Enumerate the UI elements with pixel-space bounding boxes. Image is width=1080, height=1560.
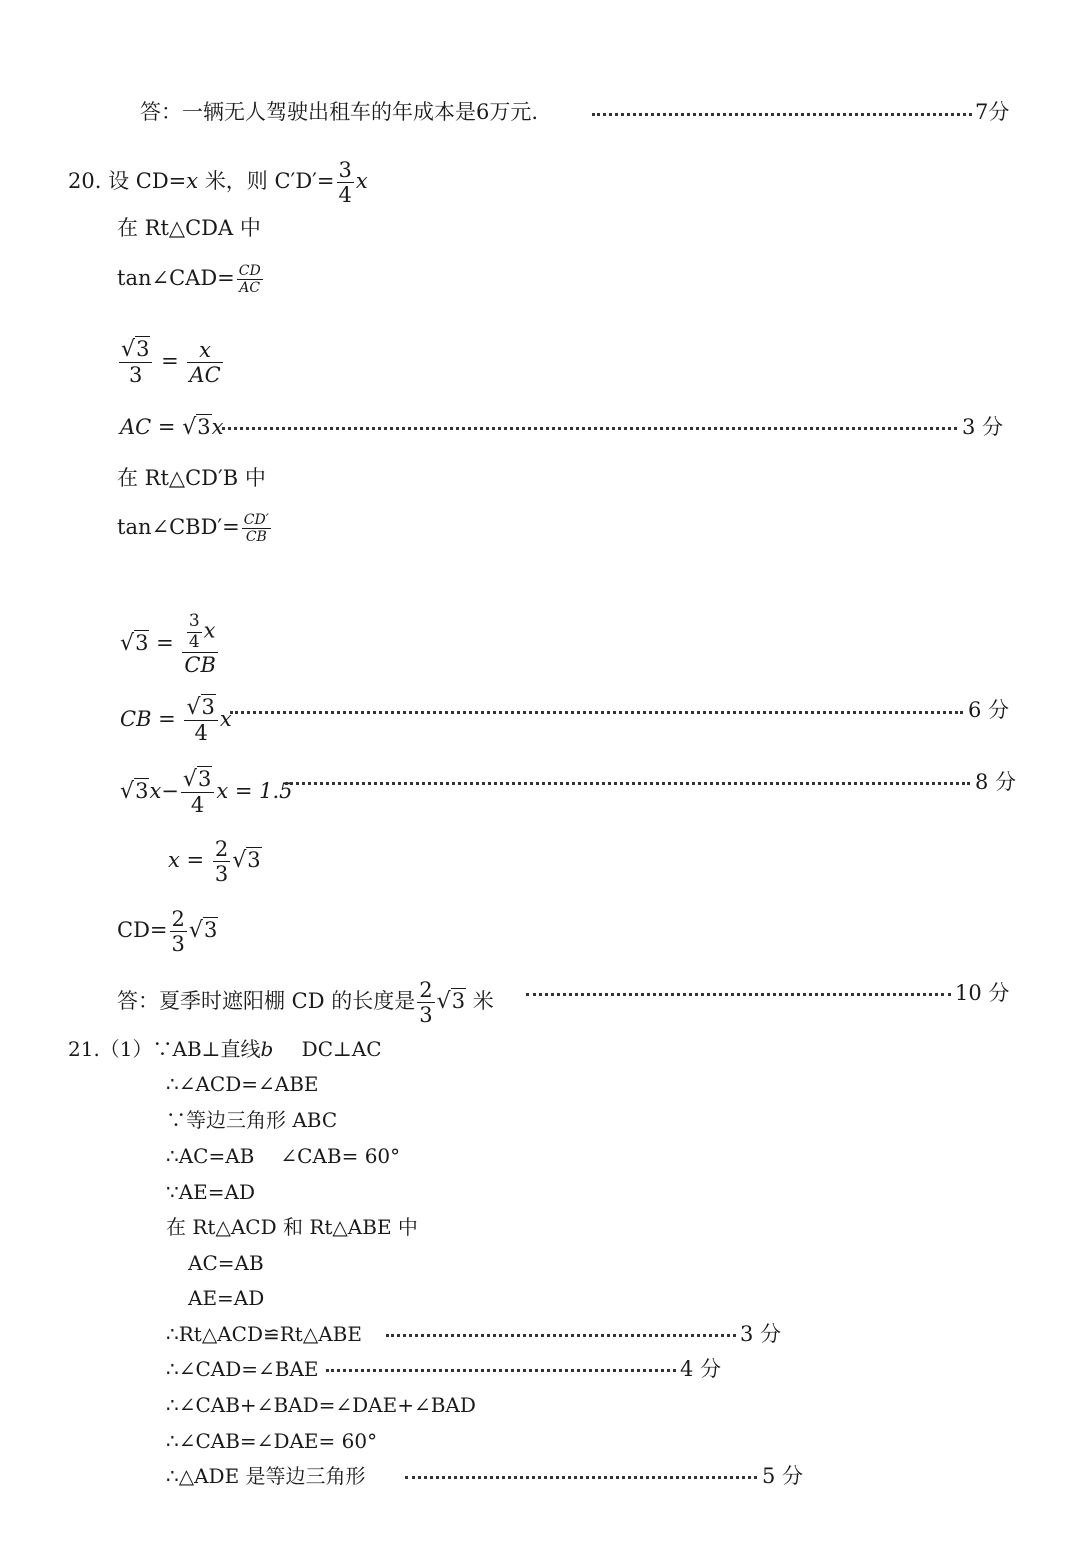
q21-score-3: 3 分 bbox=[740, 1322, 782, 1346]
q20-tan-cad: tan∠CAD= $\frac{CD}{AC}$ bbox=[117, 263, 261, 297]
q20-eq2-complex-fraction: $\frac{3}{4}$ x CB bbox=[184, 611, 216, 678]
q20-intro-fraction: $\frac{3}{4}$ bbox=[338, 158, 352, 208]
q20-leader-dots-8 bbox=[285, 782, 970, 785]
q20-eq3: √3x− $\frac{√3}{4}$ x = 1.5 bbox=[120, 767, 293, 818]
q21-line-5: ∵AE=AD bbox=[166, 1180, 256, 1204]
q20-leader-dots-10 bbox=[526, 993, 951, 996]
q21-number: 21.（1） bbox=[68, 1037, 153, 1061]
q20-eq3-fraction: $\frac{√3}{4}$ bbox=[181, 767, 214, 817]
q21-line-13: ∴△ADE 是等边三角形 bbox=[166, 1464, 366, 1488]
q20-cd-fraction: $\frac{2}{3}$ bbox=[171, 907, 185, 957]
q21-line-4: ∴AC=AB ∠CAB= 60° bbox=[166, 1144, 401, 1168]
q20-triangle-2: 在 Rt△CD′B 中 bbox=[117, 466, 266, 490]
q20-leader-dots-6 bbox=[230, 711, 963, 714]
q20-triangle-1: 在 Rt△CDA 中 bbox=[117, 216, 261, 240]
q20-answer-fraction: $\frac{2}{3}$ bbox=[419, 978, 433, 1028]
q19-answer: 答：一辆无人驾驶出租车的年成本是6万元. bbox=[140, 100, 539, 124]
q20-tan-cad-fraction: $\frac{CD}{AC}$ bbox=[238, 263, 261, 297]
q20-ac-eq: AC = √3x bbox=[120, 415, 224, 440]
q21-line-1: 21.（1）∵AB⊥直线b DC⊥AC bbox=[68, 1037, 382, 1061]
q19-score: 7分 bbox=[975, 100, 1010, 124]
q21-leader-dots-5 bbox=[405, 1476, 757, 1479]
q21-line-10: ∴∠CAD=∠BAE bbox=[166, 1357, 319, 1381]
q21-line-12: ∴∠CAB=∠DAE= 60° bbox=[166, 1429, 378, 1453]
q20-intro-text-a: 设 CD= bbox=[108, 169, 187, 194]
q21-line-8: AE=AD bbox=[188, 1286, 265, 1310]
q20-intro-text-b: 米，则 C′D′= bbox=[204, 169, 335, 194]
q21-line-11: ∴∠CAB+∠BAD=∠DAE+∠BAD bbox=[166, 1393, 476, 1417]
q21-score-5: 5 分 bbox=[762, 1464, 804, 1488]
q20-eq1: $\frac{√3}{3}$ = $\frac{x}{AC}$ bbox=[121, 337, 221, 388]
q20-number: 20. bbox=[68, 169, 102, 194]
q19-leader-dots bbox=[592, 113, 972, 116]
q21-leader-dots-4 bbox=[326, 1369, 676, 1372]
q20-intro bbox=[68, 158, 368, 207]
q20-intro-tail: x bbox=[355, 169, 368, 194]
q20-leader-dots-3 bbox=[222, 427, 957, 430]
q20-answer: 答：夏季时遮阳棚 CD 的长度是 $\frac{2}{3}$ √3 米 bbox=[117, 978, 494, 1028]
q20-intro-var: x bbox=[186, 169, 199, 194]
q20-cd-eq: CD= $\frac{2}{3}$ √3 bbox=[117, 907, 218, 957]
q21-score-4: 4 分 bbox=[680, 1357, 722, 1381]
q20-x-eq: x = $\frac{2}{3}$ √3 bbox=[168, 837, 261, 887]
q20-score-6: 6 分 bbox=[968, 698, 1010, 722]
q20-eq2: √3 = $\frac{3}{4}$ x CB bbox=[120, 611, 216, 678]
q21-line-7: AC=AB bbox=[188, 1251, 264, 1275]
q20-eq1-left-fraction: $\frac{√3}{3}$ bbox=[119, 337, 152, 387]
q20-x-fraction: $\frac{2}{3}$ bbox=[214, 837, 229, 887]
q20-score-8: 8 分 bbox=[975, 770, 1017, 794]
q21-line-2: ∴∠ACD=∠ABE bbox=[166, 1072, 319, 1096]
q21-line-6: 在 Rt△ACD 和 Rt△ABE 中 bbox=[166, 1215, 418, 1239]
q20-tan-cbd: tan∠CBD′= $\frac{CD'}{CB}$ bbox=[117, 512, 269, 546]
q21-leader-dots-3 bbox=[386, 1334, 736, 1337]
q20-cb-fraction: $\frac{√3}{4}$ bbox=[184, 695, 217, 745]
q20-eq1-right-fraction: $\frac{x}{AC}$ bbox=[189, 337, 221, 387]
q20-score-10: 10 分 bbox=[955, 981, 1010, 1005]
q20-cb-eq: CB = $\frac{√3}{4}$ x bbox=[120, 695, 232, 746]
q20-score-3: 3 分 bbox=[962, 415, 1004, 439]
q21-line-3: ∵等边三角形 ABC bbox=[166, 1108, 338, 1132]
q21-line-9: ∴Rt△ACD≌Rt△ABE bbox=[166, 1322, 362, 1346]
q20-tan-cbd-fraction: $\frac{CD'}{CB}$ bbox=[243, 512, 269, 546]
